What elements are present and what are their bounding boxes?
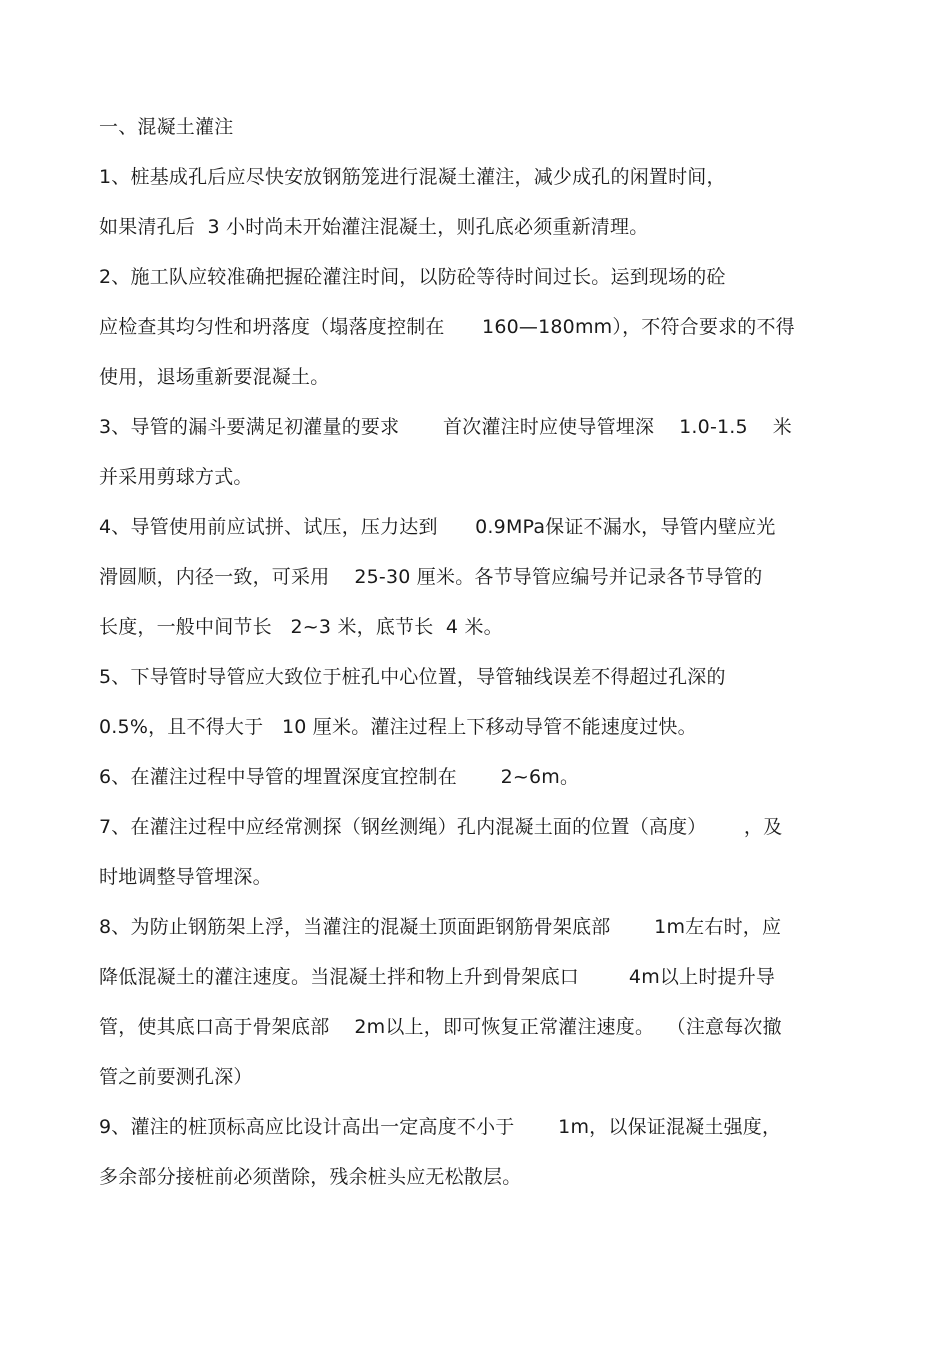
paragraph-line: 7、在灌注过程中应经常测探（钢丝测绳）孔内混凝土面的位置（高度） ，及: [99, 816, 783, 838]
paragraph-line: 5、下导管时导管应大致位于桩孔中心位置，导管轴线误差不得超过孔深的: [99, 666, 726, 688]
paragraph-line: 管，使其底口高于骨架底部 2m以上，即可恢复正常灌注速度。 （注意每次撤: [99, 1016, 782, 1038]
paragraph-line: 滑圆顺，内径一致，可采用 25-30 厘米。各节导管应编号并记录各节导管的: [99, 566, 763, 588]
paragraph-line: 2、施工队应较准确把握砼灌注时间，以防砼等待时间过长。运到现场的砼: [99, 266, 726, 288]
paragraph-line: 9、灌注的桩顶标高应比设计高出一定高度不小于 1m，以保证混凝土强度，: [99, 1116, 782, 1138]
paragraph-line: 使用，退场重新要混凝土。: [99, 366, 330, 388]
paragraph-line: 长度，一般中间节长 2~3 米，底节长 4 米。: [99, 616, 503, 638]
paragraph-line: 降低混凝土的灌注速度。当混凝土拌和物上升到骨架底口 4m以上时提升导: [99, 966, 776, 988]
paragraph-line: 3、导管的漏斗要满足初灌量的要求 首次灌注时应使导管埋深 1.0-1.5 米: [99, 416, 792, 438]
paragraph-line: 4、导管使用前应试拼、试压，压力达到 0.9MPa保证不漏水，导管内壁应光: [99, 516, 776, 538]
paragraph-line: 并采用剪球方式。: [99, 466, 253, 488]
paragraph-line: 6、在灌注过程中导管的埋置深度宜控制在 2~6m。: [99, 766, 580, 788]
paragraph-line: 管之前要测孔深）: [99, 1066, 253, 1088]
paragraph-line: 多余部分接桩前必须凿除，残余桩头应无松散层。: [99, 1166, 522, 1188]
paragraph-line: 1、桩基成孔后应尽快安放钢筋笼进行混凝土灌注，减少成孔的闲置时间，: [99, 166, 726, 188]
paragraph-line: 0.5%，且不得大于 10 厘米。灌注过程上下移动导管不能速度过快。: [99, 716, 697, 738]
paragraph-line: 如果清孔后 3 小时尚未开始灌注混凝土，则孔底必须重新清理。: [99, 216, 649, 238]
section-heading: 一、混凝土灌注: [99, 116, 234, 138]
paragraph-line: 8、为防止钢筋架上浮，当灌注的混凝土顶面距钢筋骨架底部 1m左右时，应: [99, 916, 782, 938]
paragraph-line: 应检查其均匀性和坍落度（塌落度控制在 160—180mm），不符合要求的不得: [99, 316, 795, 338]
paragraph-line: 时地调整导管埋深。: [99, 866, 272, 888]
